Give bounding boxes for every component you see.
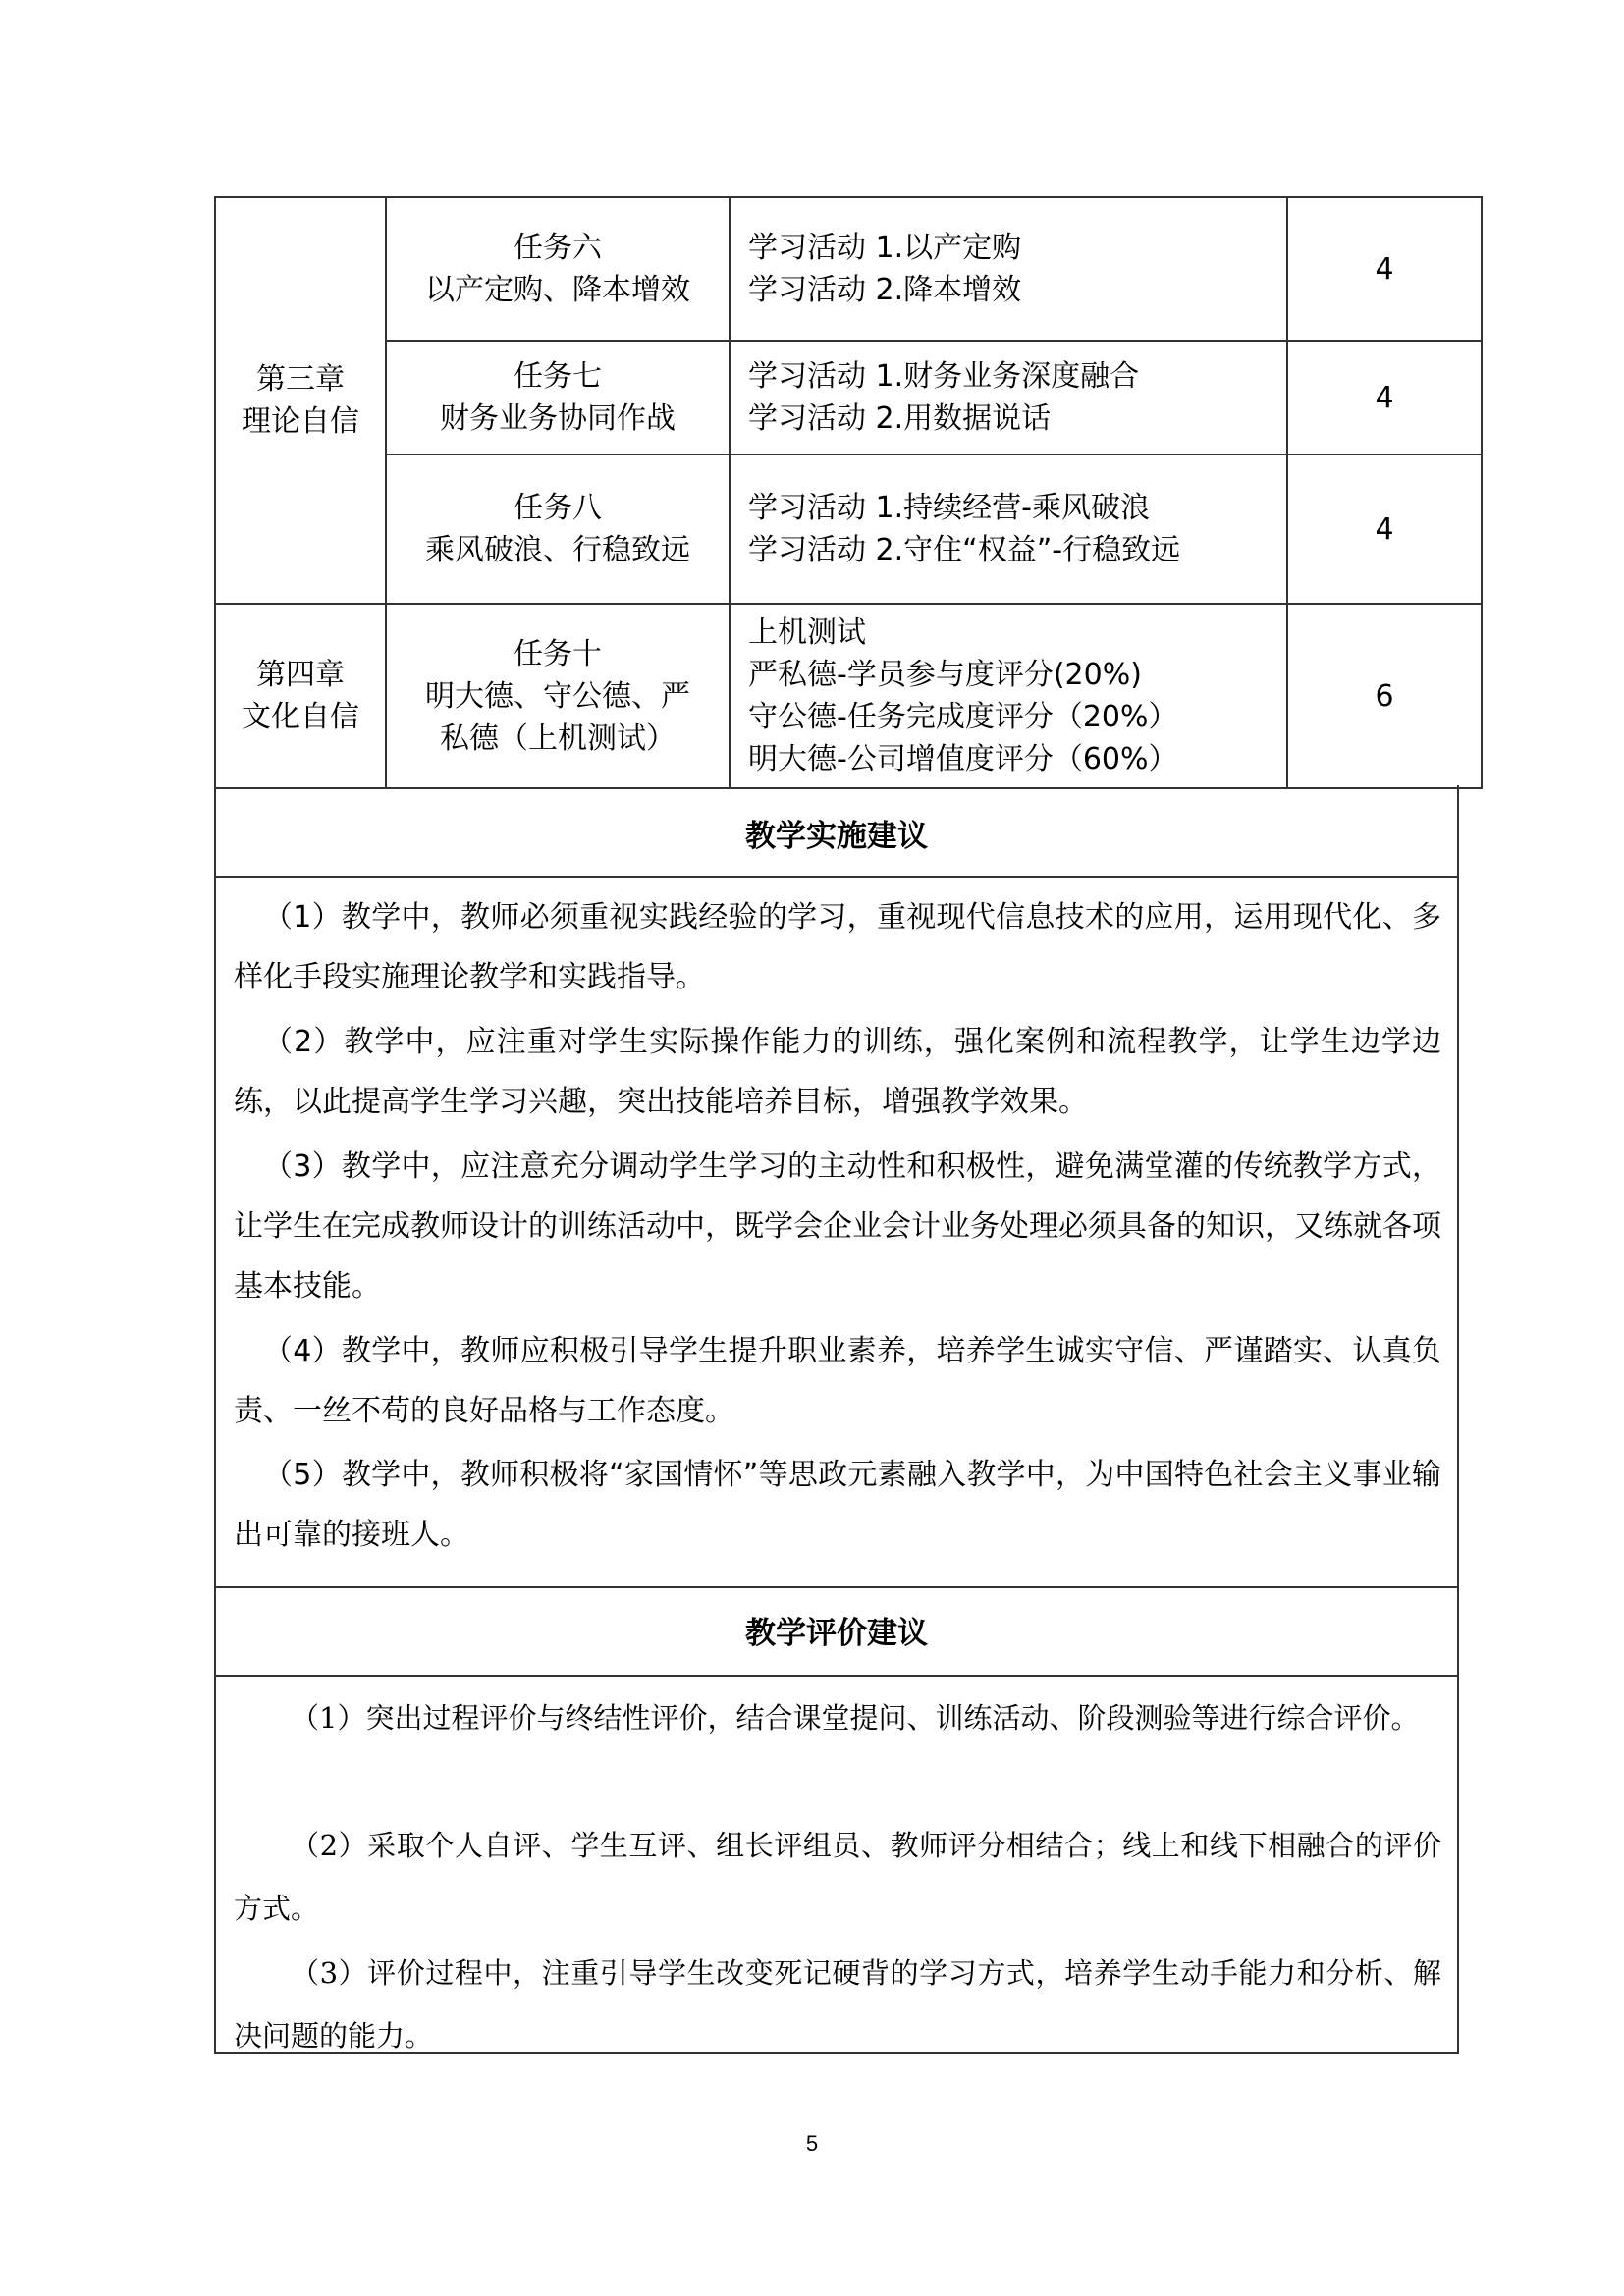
chapter-title: 文化自信: [242, 700, 359, 734]
activity-item: 上机测试: [748, 615, 866, 650]
task-cell: [386, 341, 730, 454]
evaluation-heading: 教学评价建议: [745, 1616, 928, 1651]
table-row: [215, 341, 1482, 454]
divider: [216, 1675, 1457, 1677]
evaluation-paragraph: （3）评价过程中，注重引导学生改变死记硬背的学习方式，培养学生动手能力和分析、解决问题的能力。: [234, 1956, 1441, 2053]
course-schedule-table: [214, 196, 1483, 789]
hours-cell: 4: [1287, 454, 1482, 604]
activities-cell: [730, 197, 1287, 341]
task-title: 私德（上机测试）: [440, 721, 676, 756]
activity-item: 学习活动 1.持续经营-乘风破浪: [748, 491, 1150, 525]
evaluation-paragraph: （1）突出过程评价与终结性评价，结合课堂提问、训练活动、阶段测验等进行综合评价。: [291, 1701, 1420, 1735]
task-cell: [386, 197, 730, 341]
activity-item: 严私德-学员参与度评分(20%): [748, 658, 1142, 692]
chapter-name: 第三章: [256, 362, 345, 397]
implementation-paragraph: （1）教学中，教师必须重视实践经验的学习，重视现代信息技术的应用，运用现代化、多样化手段实施理论教学和实践指导。: [234, 900, 1441, 994]
chapter-cell: [215, 604, 386, 788]
activities-cell: [730, 454, 1287, 604]
task-title: 乘风破浪、行稳致远: [425, 533, 690, 567]
advice-section: [214, 785, 1459, 2054]
chapter-cell: [215, 197, 386, 604]
hours-cell: 4: [1287, 197, 1482, 341]
implementation-paragraph: （2）教学中，应注重对学生实际操作能力的训练，强化案例和流程教学，让学生边学边练，以此提高学生学习兴趣，突出技能培养目标，增强教学效果。: [234, 1025, 1441, 1119]
table-row: [215, 454, 1482, 604]
activity-item: 学习活动 2.用数据说话: [748, 401, 1052, 436]
activity-item: 明大德-公司增值度评分（60%）: [748, 742, 1178, 776]
activities-cell: [730, 604, 1287, 788]
evaluation-paragraph: （2）采取个人自评、学生互评、组长评组员、教师评分相结合；线上和线下相融合的评价方式。: [234, 1829, 1441, 1925]
hours-cell: 4: [1287, 341, 1482, 454]
activities-cell: [730, 341, 1287, 454]
implementation-paragraph: （3）教学中，应注意充分调动学生学习的主动性和积极性，避免满堂灌的传统教学方式，让学生在完成教师设计的训练活动中，既学会企业会计业务处理必须具备的知识，又练就各项基本技能。: [234, 1149, 1441, 1304]
task-number: 任务七: [514, 359, 602, 394]
task-title: 财务业务协同作战: [440, 401, 676, 436]
divider: [216, 876, 1457, 878]
activity-item: 学习活动 1.财务业务深度融合: [748, 359, 1140, 394]
task-title: 明大德、守公德、严: [425, 678, 690, 714]
task-number: 任务八: [514, 491, 602, 525]
divider: [216, 1586, 1457, 1588]
implementation-paragraph: （4）教学中，教师应积极引导学生提升职业素养，培养学生诚实守信、严谨踏实、认真负责、一丝不苟的良好品格与工作态度。: [234, 1334, 1441, 1428]
page-number: 5: [805, 2131, 819, 2156]
implementation-paragraph: （5）教学中，教师积极将“家国情怀”等思政元素融入教学中，为中国特色社会主义事业输出可靠的接班人。: [234, 1458, 1441, 1552]
chapter-name: 第四章: [256, 658, 345, 692]
activity-item: 学习活动 1.以产定购: [748, 231, 1022, 265]
implementation-heading: 教学实施建议: [745, 819, 928, 854]
chapter-title: 理论自信: [242, 404, 359, 439]
task-cell: [386, 604, 730, 788]
activity-item: 学习活动 2.降本增效: [748, 273, 1022, 307]
task-number: 任务六: [514, 231, 602, 265]
table-row: [215, 604, 1482, 788]
task-number: 任务十: [514, 636, 602, 671]
table-row: [215, 197, 1482, 341]
activity-item: 守公德-任务完成度评分（20%）: [748, 700, 1178, 734]
hours-cell: 6: [1287, 604, 1482, 788]
task-cell: [386, 454, 730, 604]
task-title: 以产定购、降本增效: [425, 273, 690, 307]
activity-item: 学习活动 2.守住“权益”-行稳致远: [748, 533, 1181, 567]
